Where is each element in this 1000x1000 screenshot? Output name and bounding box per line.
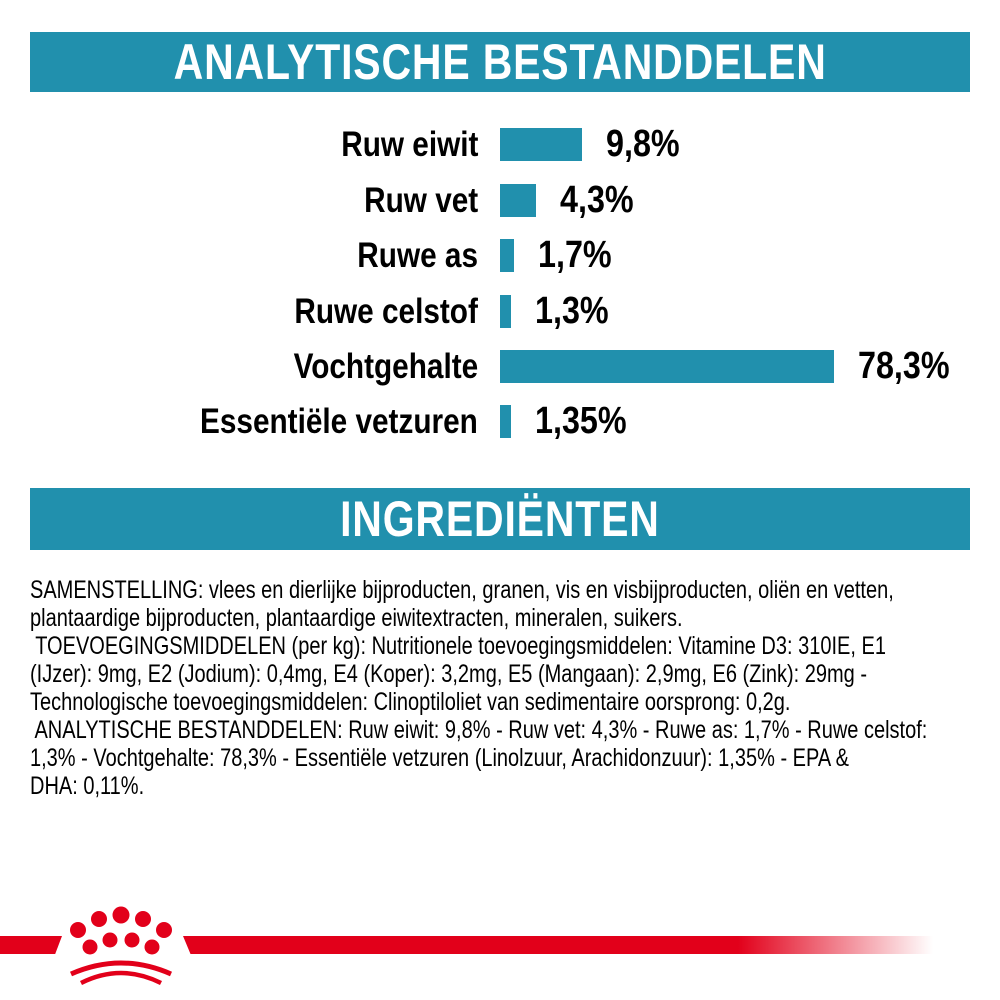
chart-category-label: Vochtgehalte — [293, 346, 478, 386]
chart-row — [0, 290, 1000, 332]
chart-bar-segment — [500, 128, 582, 161]
ingredients-line: TOEVOEGINGSMIDDELEN (per kg): Nutritionele toevoegingsmiddelen: Vitamine D3: 310IE, E1 — [30, 632, 886, 660]
chart-value-label: 1,35% — [535, 400, 627, 442]
chart-category-label: Ruw eiwit — [340, 124, 478, 164]
chart-row — [0, 123, 1000, 165]
ingredients-line: plantaardige bijproducten, plantaardige eiwitextracten, mineralen, suikers. — [30, 604, 683, 632]
chart-bar-segment — [500, 184, 536, 217]
section-title-ingredienten: INGREDIËNTEN — [340, 491, 660, 547]
ingredients-line: 1,3% - Vochtgehalte: 78,3% - Essentiële vetzuren (Linolzuur, Arachidonzuur): 1,35% - EPA & — [30, 744, 849, 772]
royal-canin-crown-icon — [66, 900, 176, 985]
chart-bar-segment — [500, 350, 834, 383]
brand-stripe-right — [183, 936, 933, 954]
ingredients-line: (IJzer): 9mg, E2 (Jodium): 0,4mg, E4 (Koper): 3,2mg, E5 (Mangaan): 2,9mg, E6 (Zink): 29mg - — [30, 660, 867, 688]
chart-bar-segment — [500, 239, 514, 272]
ingredients-text — [30, 576, 990, 800]
ingredients-line: SAMENSTELLING: vlees en dierlijke bijproducten, granen, vis en visbijproducten, oliën en vetten, — [30, 576, 894, 604]
chart-category-label: Essentiële vetzuren — [200, 401, 478, 441]
ingredients-line: ANALYTISCHE BESTANDDELEN: Ruw eiwit: 9,8% - Ruw vet: 4,3% - Ruwe as: 1,7% - Ruwe celstof: — [30, 716, 928, 744]
chart-category-label: Ruwe celstof — [294, 291, 478, 331]
chart-bar-segment — [500, 405, 511, 438]
chart-category-label: Ruw vet — [363, 180, 478, 220]
chart-value-label: 1,7% — [538, 234, 612, 276]
ingredients-line: DHA: 0,11%. — [30, 772, 145, 800]
chart-row — [0, 345, 1000, 387]
chart-value-label: 78,3% — [858, 345, 950, 387]
chart-bar-segment — [500, 295, 511, 328]
brand-stripe-left — [0, 936, 62, 954]
chart-value-label: 1,3% — [535, 290, 609, 332]
chart-category-label: Ruwe as — [357, 235, 478, 275]
chart-value-label: 9,8% — [606, 123, 680, 165]
chart-value-label: 4,3% — [560, 179, 634, 221]
chart-row — [0, 234, 1000, 276]
ingredients-line: Technologische toevoegingsmiddelen: Clinoptiloliet van sedimentaire oorsprong: 0,2g. — [30, 688, 791, 716]
section-header-ingredienten — [30, 488, 970, 550]
bar-chart — [0, 0, 1000, 460]
chart-row — [0, 179, 1000, 221]
section-title-analytische-bestanddelen: ANALYTISCHE BESTANDDELEN — [173, 34, 827, 90]
chart-row — [0, 400, 1000, 442]
